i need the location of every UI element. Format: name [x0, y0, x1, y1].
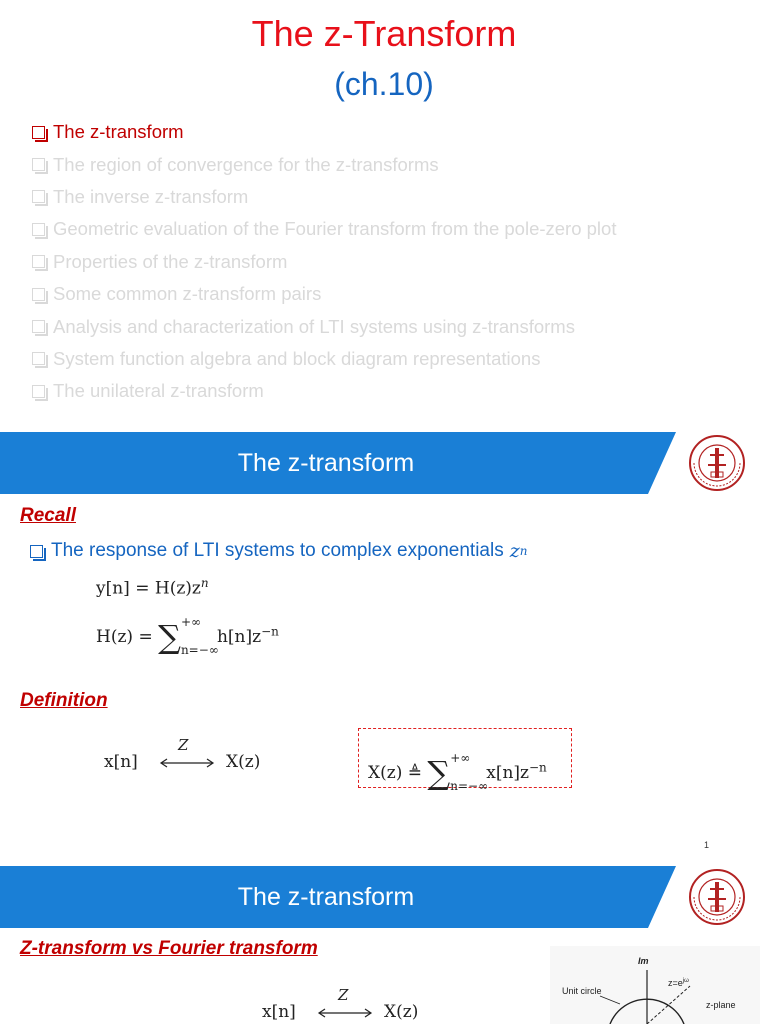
checkbox-icon — [30, 545, 43, 558]
transform-pair-left: x[n] — [262, 1002, 296, 1022]
toc-item — [32, 181, 616, 213]
double-arrow-icon — [158, 758, 216, 768]
sum-lower-limit: n=−∞ — [180, 643, 219, 657]
sum-upper-limit: +∞ — [180, 615, 202, 629]
sum-upper-limit: +∞ — [450, 751, 471, 765]
toc-item — [32, 116, 616, 148]
section-label: Z-transform vs Fourier transform — [20, 938, 318, 959]
university-seal-logo — [688, 434, 746, 492]
definition-label: Definition — [20, 690, 108, 711]
recall-label: Recall — [20, 505, 76, 526]
checkbox-icon — [32, 255, 45, 268]
z-plane-label: z-plane — [706, 1000, 736, 1010]
table-of-contents — [32, 116, 616, 408]
eq-text: H(z) = — [96, 627, 159, 647]
section-banner — [0, 866, 768, 928]
toc-item — [32, 343, 616, 375]
imag-axis-label: Im — [638, 956, 649, 966]
unit-circle-label: Unit circle — [562, 986, 602, 996]
transform-pair-left: x[n] — [104, 752, 138, 772]
toc-item-label: Properties of the z-transform — [53, 250, 288, 272]
toc-item — [32, 310, 616, 342]
transform-operator: Z — [178, 736, 189, 754]
eq-term: x[n]z — [486, 763, 529, 783]
recall-bullet — [30, 540, 527, 562]
toc-item — [32, 278, 616, 310]
bullet-text: The response of LTI systems to complex exponentials — [51, 540, 504, 561]
transform-pair-right: X(z) — [226, 752, 261, 772]
transform-pair-right: X(z) — [384, 1002, 419, 1022]
sum-lower-limit: n=−∞ — [450, 779, 489, 793]
eq-text: X(z) ≜ — [368, 763, 428, 783]
eq-exponent: −n — [261, 624, 279, 639]
toc-item-label: The inverse z-transform — [53, 185, 249, 207]
eq-exponent: n — [200, 576, 209, 590]
eq-text: y[n] = H(z)z — [96, 578, 201, 599]
toc-item-label: Some common z-transform pairs — [53, 283, 322, 305]
toc-item-label: The unilateral z-transform — [53, 380, 264, 402]
toc-item-label: Analysis and characterization of LTI systems using z-transforms — [53, 315, 575, 337]
bullet-variable: z — [509, 540, 520, 562]
checkbox-icon — [32, 288, 45, 301]
checkbox-icon — [32, 223, 45, 236]
toc-item-label: System function algebra and block diagram representations — [53, 347, 541, 369]
banner-title: The z-transform — [237, 882, 415, 911]
checkbox-icon — [32, 126, 45, 139]
checkbox-icon — [32, 158, 45, 171]
checkbox-icon — [32, 385, 45, 398]
response-equation — [96, 576, 209, 599]
university-seal-logo — [688, 868, 746, 926]
z-transform-definition — [368, 748, 547, 793]
eq-exponent: −n — [529, 760, 547, 775]
toc-item — [32, 148, 616, 180]
slide-title: The z-Transform — [251, 13, 517, 54]
toc-item — [32, 213, 616, 245]
checkbox-icon — [32, 352, 45, 365]
checkbox-icon — [32, 320, 45, 333]
bullet-exponent: n — [519, 544, 528, 558]
system-function-equation — [96, 612, 279, 657]
point-label: $z=e^{j\omega}$ — [668, 978, 689, 988]
slide-subtitle: (ch.10) — [334, 66, 434, 102]
eq-term: h[n]z — [216, 627, 262, 647]
z-plane-diagram — [550, 946, 760, 1024]
double-arrow-icon — [316, 1008, 374, 1018]
banner-title: The z-transform — [237, 448, 415, 477]
transform-operator: Z — [338, 986, 349, 1004]
toc-item-label: Geometric evaluation of the Fourier transform from the pole-zero plot — [53, 218, 617, 240]
page-number: 1 — [704, 840, 710, 850]
checkbox-icon — [32, 190, 45, 203]
toc-item-label: The z-transform — [53, 121, 184, 143]
section-banner — [0, 432, 768, 494]
toc-item-label: The region of convergence for the z-transforms — [53, 153, 439, 175]
summation-symbol: ∑ — [158, 618, 181, 656]
toc-item — [32, 375, 616, 407]
toc-item — [32, 246, 616, 278]
summation-symbol: ∑ — [427, 754, 451, 792]
